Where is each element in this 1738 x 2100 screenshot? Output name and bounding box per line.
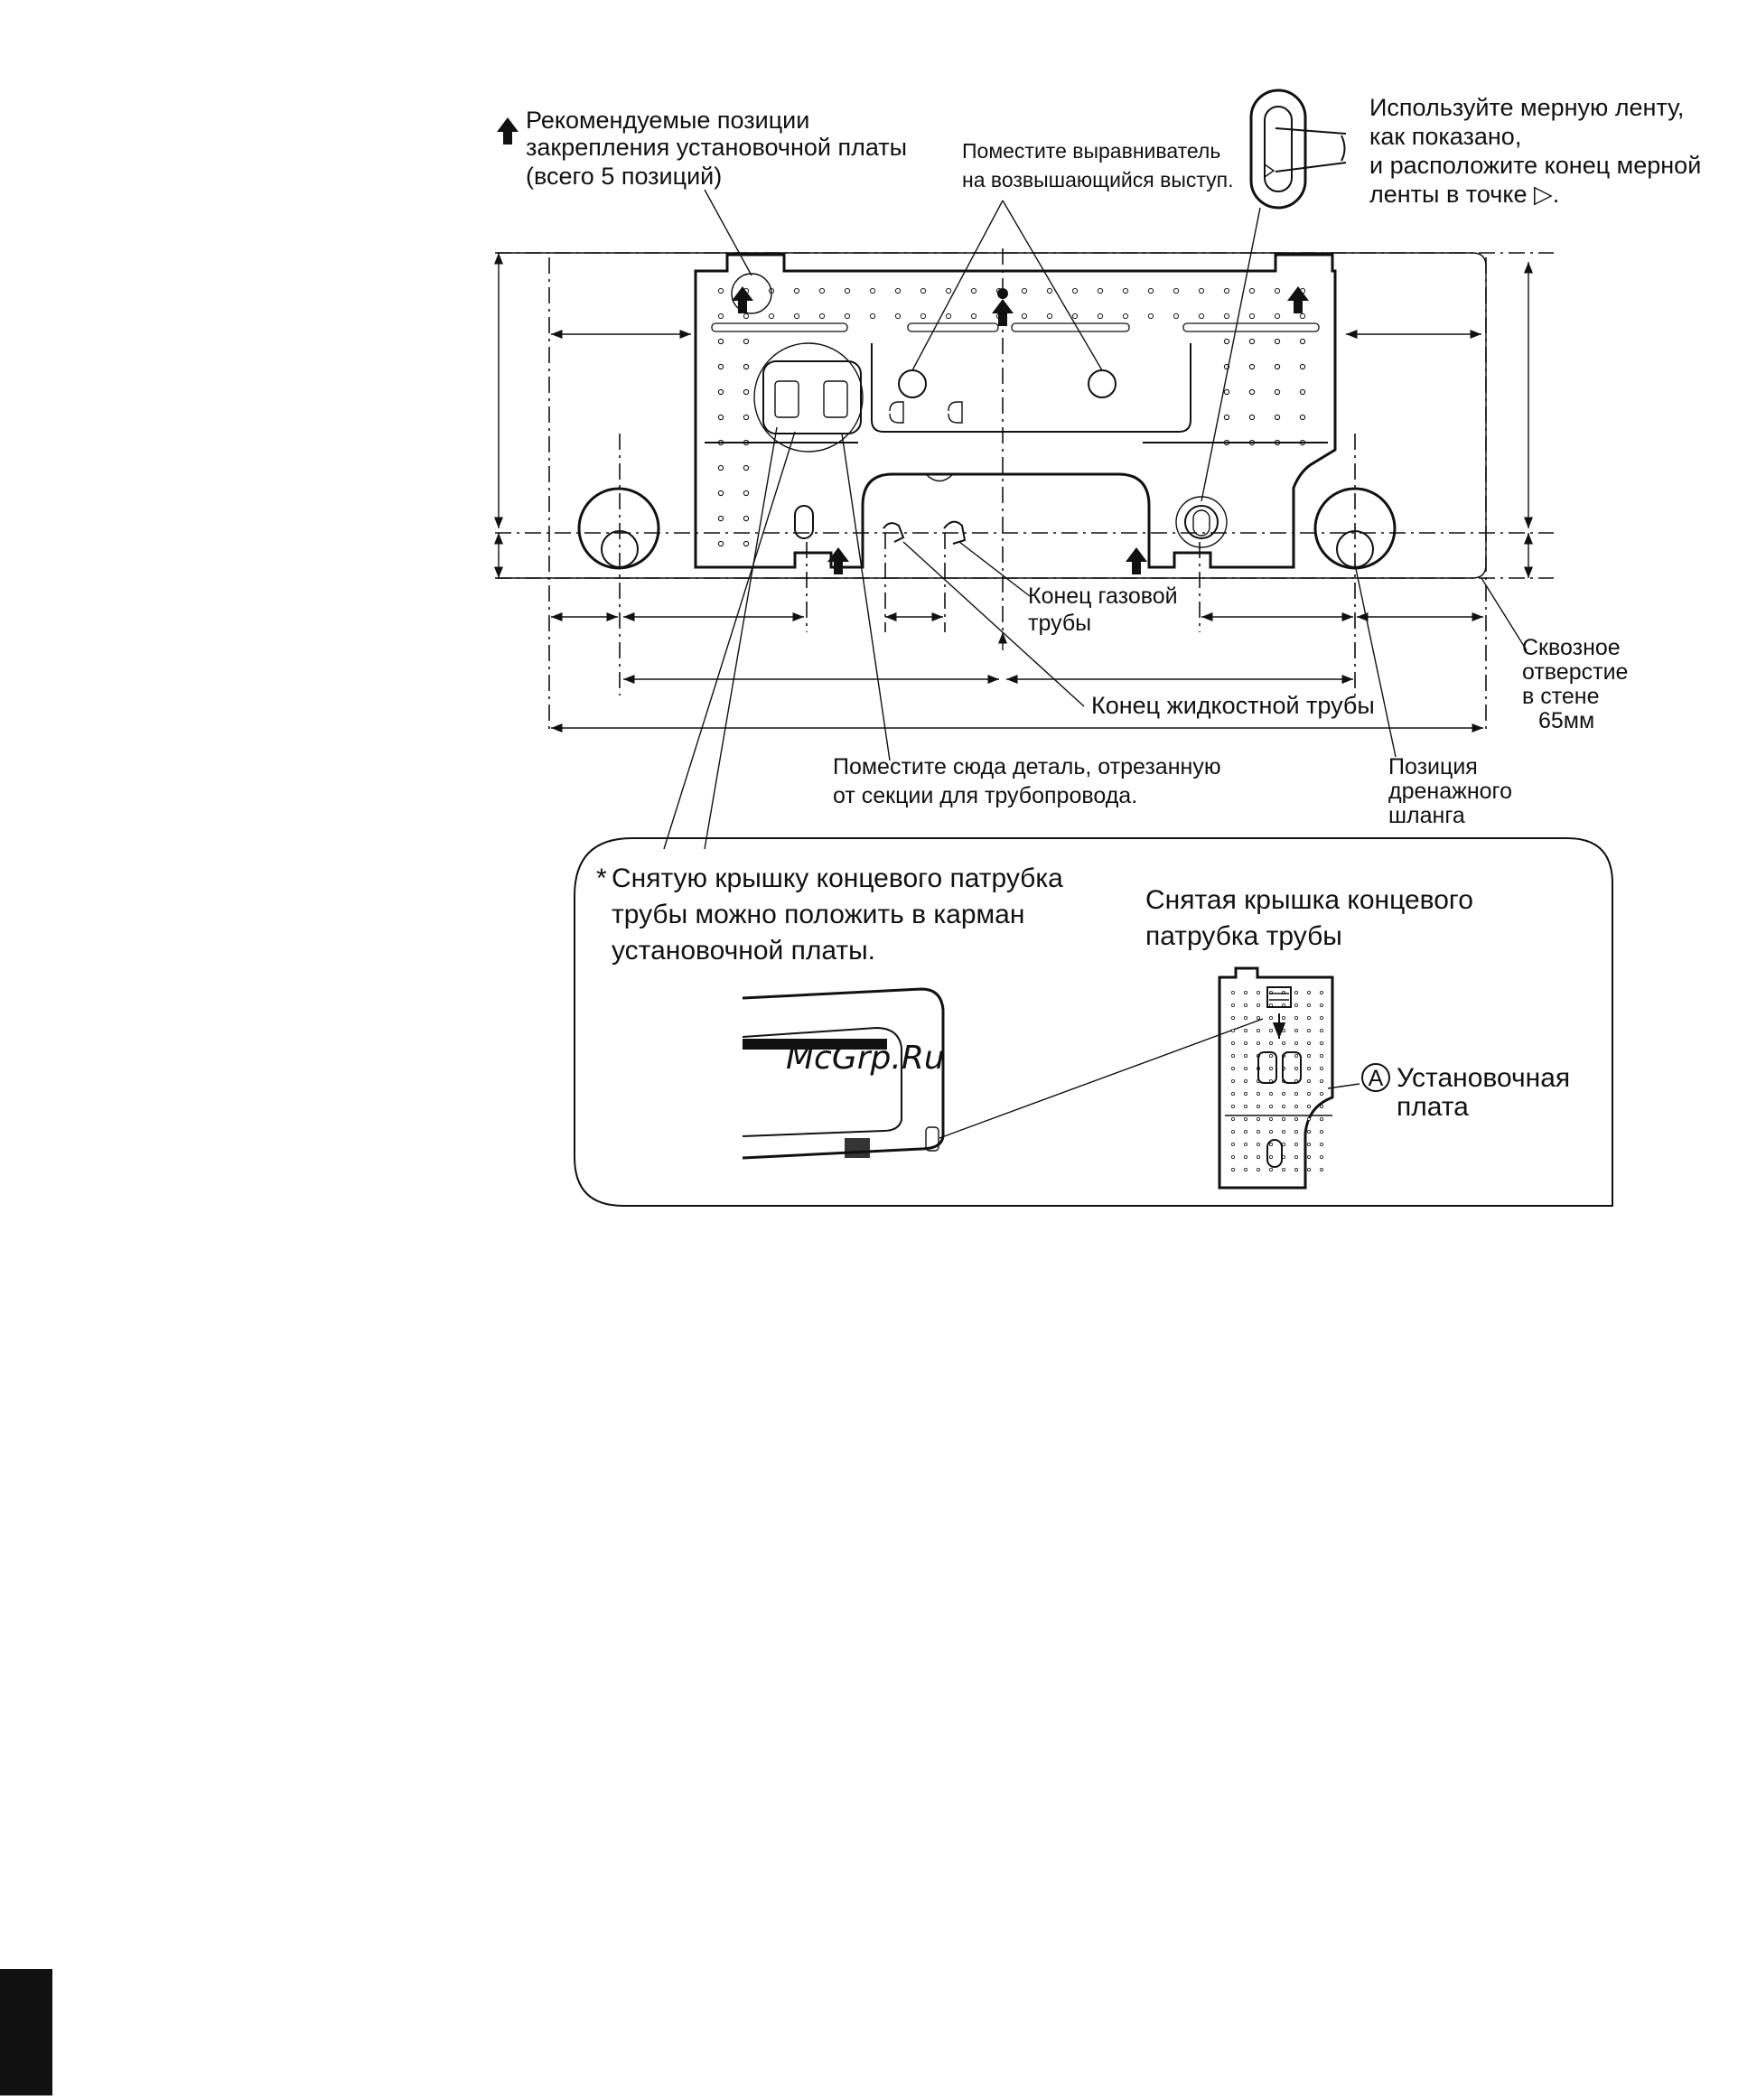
inset-note-line-2: трубы можно положить в карман <box>612 900 1025 929</box>
label-liquid-pipe: Конец жидкостной трубы <box>1091 692 1375 719</box>
installation-plate-label <box>1362 1063 1570 1122</box>
drain-line-1: Позиция <box>1388 754 1478 779</box>
tape-line-4: ленты в точке ▷. <box>1369 181 1560 208</box>
tape-slot-outer <box>1251 90 1305 208</box>
pocket-tab-right <box>824 381 847 417</box>
drain-line-3: шланга <box>1388 803 1465 828</box>
cut-piece-line-1: Поместите сюда деталь, отрезанную <box>833 754 1221 779</box>
tape-line-1: Используйте мерную ленту, <box>1369 94 1685 121</box>
cut-piece-line-2: от секции для трубопровода. <box>833 783 1138 808</box>
removed-cap-line-1: Снятая крышка концевого <box>1145 885 1473 915</box>
slot-top-mid-right <box>1012 323 1129 331</box>
watermark: McGrp.Ru <box>786 1040 945 1077</box>
pocket-tab-left <box>775 381 799 417</box>
pipe-guide-upper-left <box>890 402 903 423</box>
label-measuring-tape <box>1369 94 1701 208</box>
leveler-boss-left <box>899 370 926 397</box>
wall-hole-line-3: в стене <box>1522 684 1600 709</box>
leader-wall-hole <box>1481 578 1527 650</box>
callout-right-boss <box>1176 497 1227 547</box>
plate-label-line-2: плата <box>1397 1092 1469 1122</box>
inset-panel <box>575 838 1612 1206</box>
up-arrow-icon <box>497 117 519 145</box>
small-plate-illustration <box>1219 968 1360 1188</box>
label-recommended-positions <box>497 107 907 190</box>
leader-cut-piece <box>842 434 890 761</box>
pipe-guide-upper-right <box>948 402 962 423</box>
wall-hole-line-4: 65мм <box>1538 708 1595 733</box>
plate-outline-group <box>495 248 1554 732</box>
label-wall-hole <box>1522 635 1628 733</box>
wall-hole-line-2: отверстие <box>1522 659 1629 685</box>
leveler-boss-right <box>1089 370 1116 397</box>
tape-line-2: как показано, <box>1369 123 1522 150</box>
position-arrow-5 <box>1126 547 1147 574</box>
plate-perforation-top <box>714 278 1323 319</box>
lower-right-oval <box>1193 510 1210 536</box>
label-cut-piece <box>833 754 1221 808</box>
pipe-pocket <box>763 361 861 434</box>
gas-line-2: трубы <box>1028 611 1092 636</box>
measuring-tape-illustration <box>1251 90 1346 208</box>
inset-note-line-3: установочной платы. <box>612 936 876 966</box>
label-leveler <box>962 139 1234 191</box>
callout-pocket <box>754 343 863 452</box>
label-gas-pipe <box>1028 583 1178 636</box>
tape-line-3: и расположите конец мерной <box>1369 152 1702 179</box>
slot-top-right <box>1183 323 1319 331</box>
slot-top-mid-left <box>908 323 998 331</box>
unit-logo-block <box>845 1138 870 1158</box>
inset-note-line-1: Снятую крышку концевого патрубка <box>612 863 1063 893</box>
slot-top-left <box>712 323 847 331</box>
gas-line-1: Конец газовой <box>1028 583 1178 609</box>
leader-gas <box>959 542 1030 596</box>
drain-line-2: дренажного <box>1388 779 1513 804</box>
leveler-line-2: на возвышающийся выступ. <box>962 168 1234 191</box>
circle-a-letter: A <box>1368 1066 1384 1091</box>
left-wall-hole <box>579 489 659 568</box>
triangle-right-icon <box>1265 164 1274 177</box>
removed-cap-line-2: патрубка трубы <box>1145 921 1342 951</box>
recommended-line-3: (всего 5 позиций) <box>526 163 723 190</box>
plate-perforation-left <box>700 321 765 555</box>
center-pin <box>997 288 1008 299</box>
inset-leader-cap <box>939 1019 1263 1138</box>
inset-note-marker: * <box>596 863 607 893</box>
wall-hole-line-1: Сквозное <box>1522 635 1621 660</box>
plate-label-line-1: Установочная <box>1397 1063 1571 1093</box>
plate-perforation-right <box>1210 321 1323 447</box>
page-edge-tab <box>0 1969 52 2095</box>
recommended-line-1: Рекомендуемые позиции <box>526 107 810 134</box>
recommended-line-2: закрепления установочной платы <box>526 134 908 161</box>
leveler-line-1: Поместите выравниватель <box>962 139 1221 163</box>
tape-slot-inner <box>1265 107 1292 191</box>
label-drain-hose <box>1388 754 1512 828</box>
tape-strip <box>1275 128 1346 172</box>
